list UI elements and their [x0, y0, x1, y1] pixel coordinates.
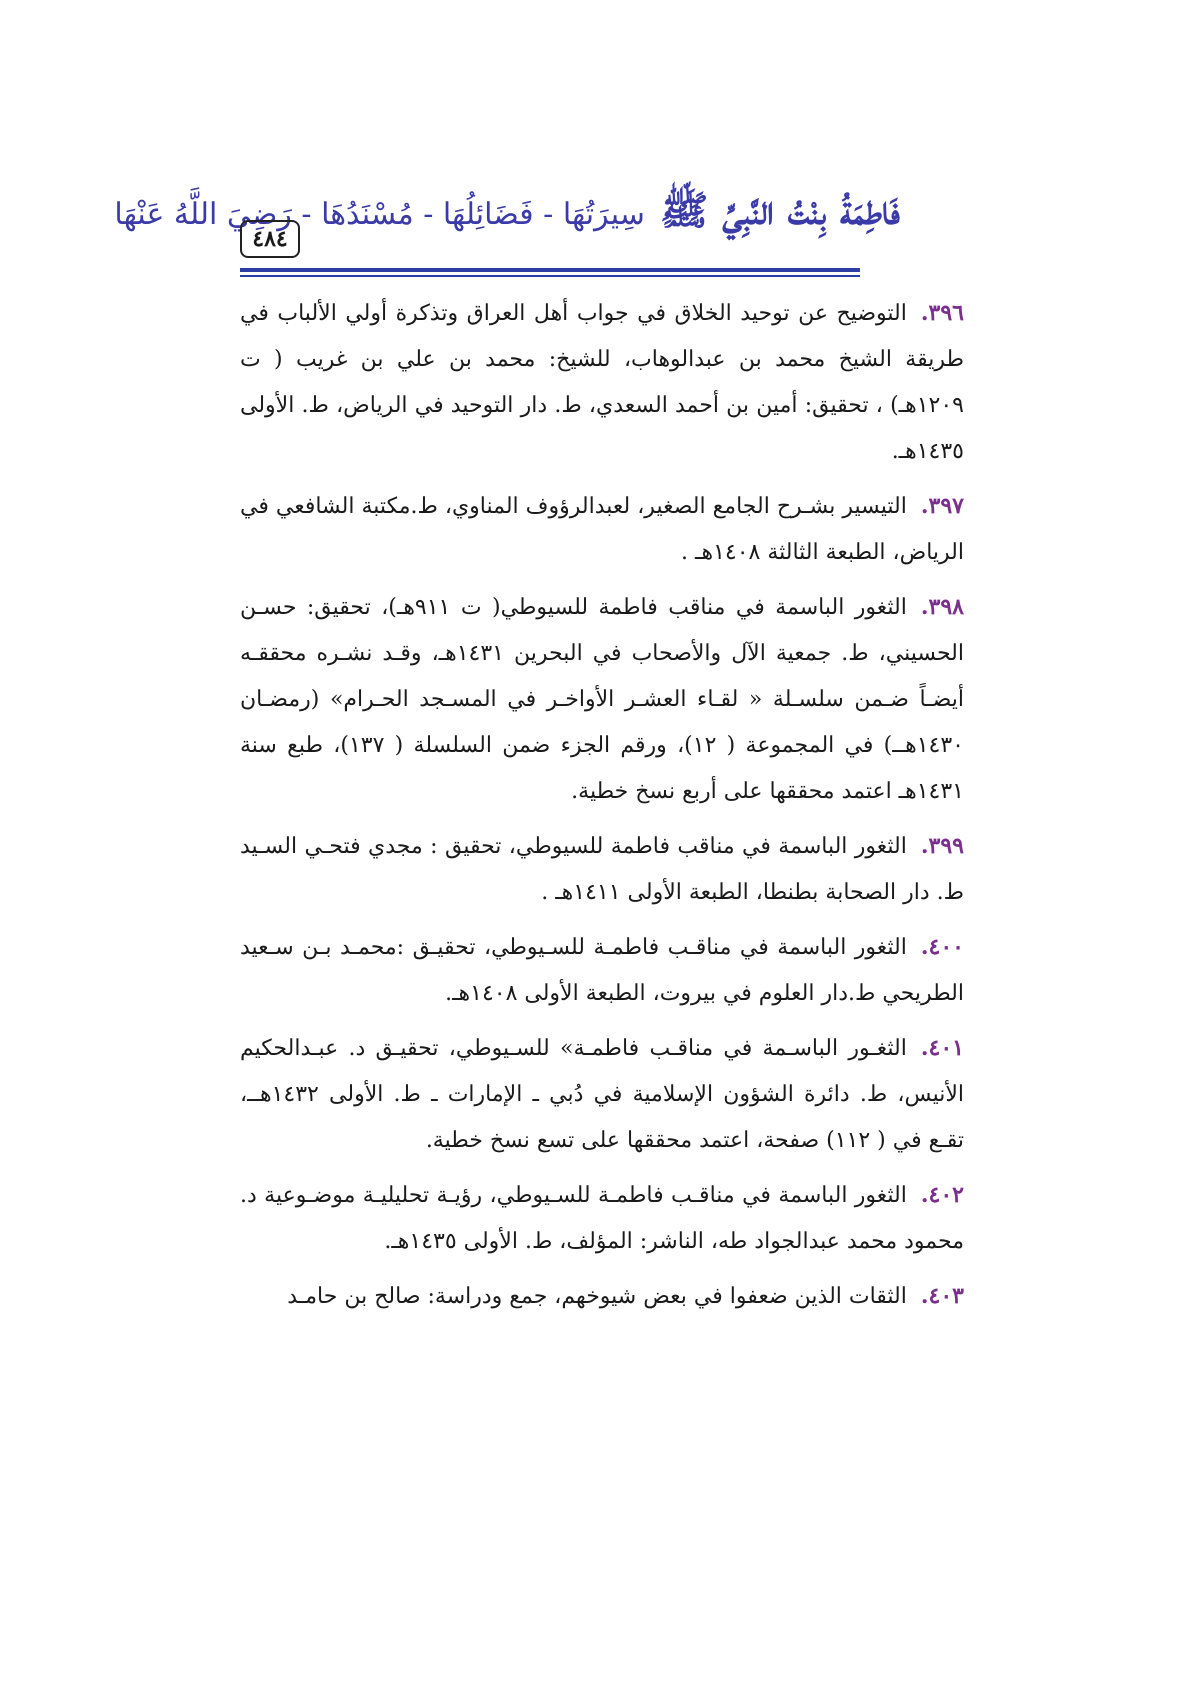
list-item — [240, 290, 964, 475]
list-item — [240, 924, 964, 1017]
entry-text: الثغور الباسمة في مناقب فاطمة للسيوطي، تحقيق : مجدي فتحـي السـيد ط. دار الصحابة بطنطا، الطبعة الأولى ١٤١١هـ . — [240, 834, 964, 905]
entry-number: ٣٩٨. — [920, 594, 964, 620]
entry-number: ٤٠٣. — [920, 1283, 964, 1309]
entry-text: التوضيح عن توحيد الخلاق في جواب أهل العراق وتذكرة أولي الألباب في طريقة الشيخ محمد بن عبدالوهاب، للشيخ: محمد بن علي بن غريب ( ت ١٢٠٩هـ) ، تحقيق: أمين بن أحمد السعدي، ط. دار التوحيد في الرياض، ط. الأولى ١٤٣٥هـ. — [240, 301, 964, 464]
entry-text: الثغور الباسمة في مناقـب فاطمـة للسـيوطي، تحقيـق :محمـد بـن سـعيد الطريحي ط.دار العلوم في بيروت، الطبعة الأولى ١٤٠٨هـ. — [240, 935, 964, 1006]
entry-number: ٣٩٧. — [920, 493, 964, 519]
entry-text: الثغـور الباسـمة في مناقـب فاطمـة» للسـيوطي، تحقيـق د. عبـدالحكيم الأنيس، ط. دائرة الشؤون الإسلامية في دُبي ـ الإمارات ـ ط. الأولى ١٤٣٢هــ، تقـع في ( ١١٢) صفحة، اعتمد محققها على تسع نسخ خطية. — [240, 1036, 964, 1153]
list-item — [240, 584, 964, 815]
entry-text: الثغور الباسمة في مناقـب فاطمـة للسـيوطي، رؤيـة تحليليـة موضـوعية د. محمود محمد عبدالجواد طه، الناشر: المؤلف، ط. الأولى ١٤٣٥هـ. — [240, 1183, 964, 1254]
entry-number: ٤٠٠. — [920, 934, 964, 960]
entry-number: ٣٩٩. — [920, 833, 964, 859]
bibliography-list — [240, 290, 964, 1328]
entry-text: الثقات الذين ضعفوا في بعض شيوخهم، جمع ودراسة: صالح بن حامـد — [287, 1284, 907, 1309]
list-item — [240, 483, 964, 576]
entry-text: الثغور الباسمة في مناقب فاطمة للسيوطي( ت ٩١١هـ)، تحقيق: حسـن الحسيني، ط. جمعية الآل والأصحاب في البحرين ١٤٣١هـ، وقـد نشـره محققـه أيضـاً ضـمن سلسـلة « لقـاء العشـر الأواخـر في المسـجد الحـرام» (رمضـان ١٤٣٠هــ) في المجموعة ( ١٢)، ورقم الجزء ضمن السلسلة ( ١٣٧)، طبع سنة ١٤٣١هـ اعتمد محققها على أربع نسخ خطية. — [240, 595, 964, 804]
entry-text: التيسير بشـرح الجامع الصغير، لعبدالرؤوف المناوي، ط.مكتبة الشافعي في الرياض، الطبعة الثالثة ١٤٠٨هـ . — [240, 494, 964, 565]
list-item — [240, 823, 964, 916]
book-subtitle: سِيرَتُهَا - فَضَائِلُهَا - مُسْنَدُهَا - رَضِيَ اللَّهُ عَنْهَا — [114, 197, 645, 232]
list-item — [240, 1273, 964, 1320]
header-rule-thin — [240, 275, 860, 277]
page-number: ٤٨٤ — [240, 220, 300, 258]
list-item — [240, 1172, 964, 1265]
entry-number: ٣٩٦. — [920, 300, 964, 326]
page-header — [114, 180, 964, 270]
book-title: فَاطِمَةُ بِنْتُ النَّبِيِّ ﷺ — [660, 187, 900, 234]
entry-number: ٤٠٢. — [920, 1182, 964, 1208]
header-rule — [240, 268, 860, 272]
list-item — [240, 1025, 964, 1164]
entry-number: ٤٠١. — [920, 1035, 964, 1061]
